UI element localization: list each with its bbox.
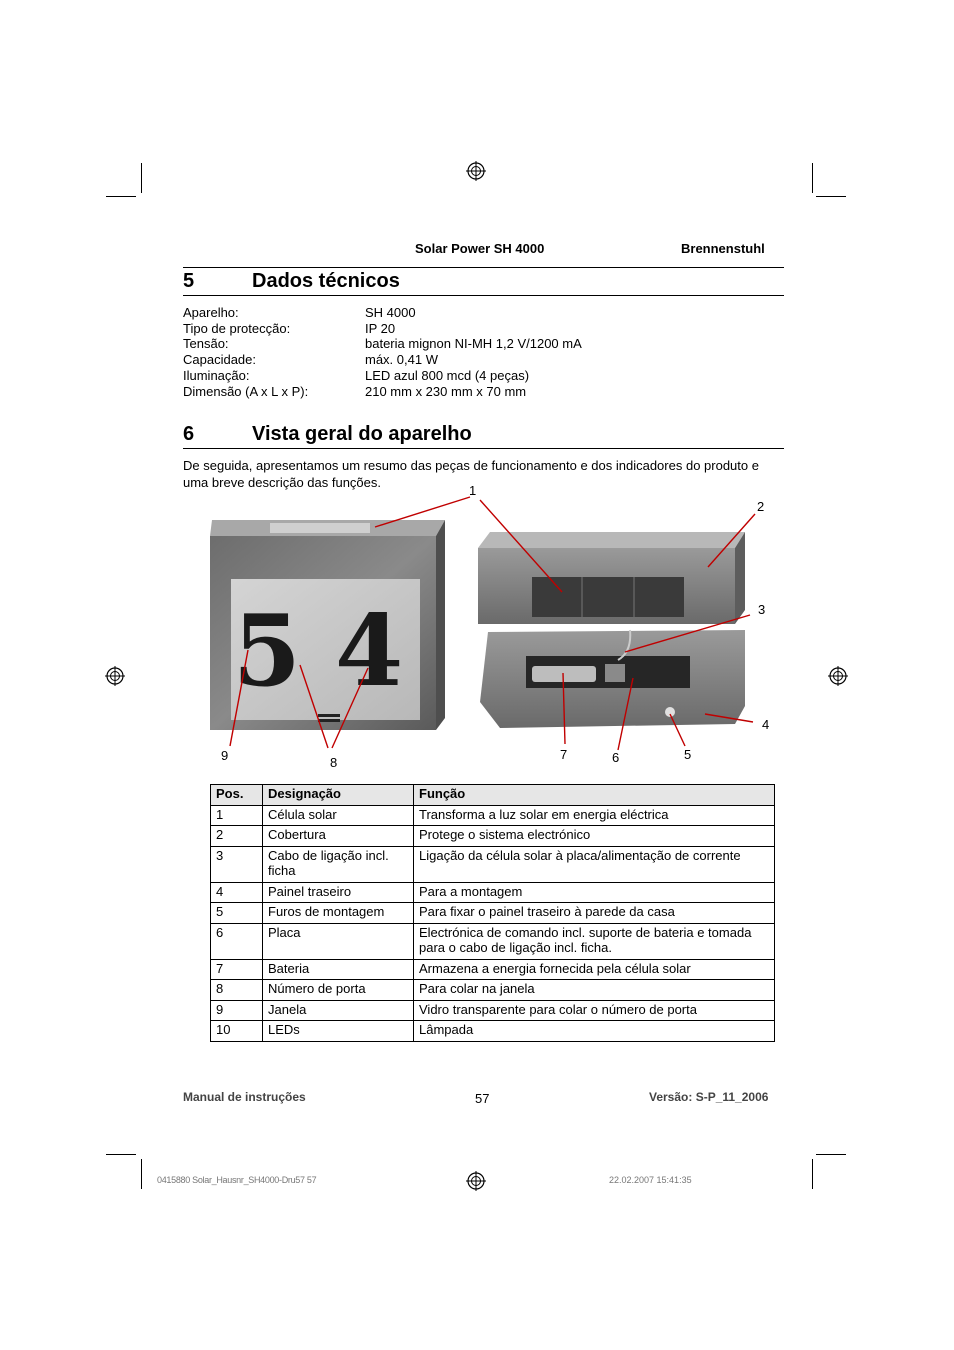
spec-row xyxy=(183,352,582,368)
spec-value: LED azul 800 mcd (4 peças) xyxy=(365,367,530,383)
footer-version: Versão: S-P_11_2006 xyxy=(649,1090,769,1104)
callout-7: 7 xyxy=(560,747,568,762)
callout-4: 4 xyxy=(762,717,770,732)
crop-mark xyxy=(141,1159,142,1189)
spec-list xyxy=(183,305,582,399)
spec-value: máx. 0,41 W xyxy=(365,352,438,368)
cell-designation: Janela xyxy=(263,1000,414,1021)
cover-side xyxy=(735,532,745,624)
table-header-row xyxy=(211,785,775,806)
intro-paragraph: De seguida, apresentamos um resumo das peças de funcionamento e dos indicadores do produto e uma breve descrição das funções. xyxy=(183,458,759,490)
spec-value: IP 20 xyxy=(365,320,396,336)
spec-value: bateria mignon NI-MH 1,2 V/1200 mA xyxy=(365,336,582,352)
device-figure xyxy=(200,480,790,780)
cell-function: Para colar na janela xyxy=(414,980,775,1001)
page-number: 57 xyxy=(475,1091,490,1106)
parts-table xyxy=(210,784,775,1042)
spec-row xyxy=(183,336,582,352)
registration-mark-icon xyxy=(466,1171,486,1191)
section-5-text: Dados técnicos xyxy=(252,270,400,292)
print-slug-file: 0415880 Solar_Hausnr_SH4000-Dru57 57 xyxy=(157,1175,317,1185)
section-rule xyxy=(183,448,784,449)
spec-label: Iluminação: xyxy=(183,367,250,383)
cell-pos: 3 xyxy=(211,846,263,882)
spec-label: Aparelho: xyxy=(183,305,239,320)
table-row xyxy=(211,1000,775,1021)
table-row xyxy=(211,923,775,959)
battery-holder xyxy=(605,664,625,682)
section-6-number: 6 xyxy=(183,423,195,445)
spec-label: Tensão: xyxy=(183,336,229,352)
section-5-number: 5 xyxy=(183,270,195,292)
table-row xyxy=(211,903,775,924)
cell-function: Electrónica de comando incl. suporte de bateria e tomada para o cabo de ligação incl. ficha. xyxy=(414,923,775,959)
cell-function: Transforma a luz solar em energia eléctrica xyxy=(414,805,775,826)
table-row xyxy=(211,1021,775,1042)
registration-mark-icon xyxy=(466,161,486,181)
crop-mark xyxy=(816,196,846,197)
header-brand: Brennenstuhl xyxy=(681,241,765,256)
cell-designation: Furos de montagem xyxy=(263,903,414,924)
cell-pos: 9 xyxy=(211,1000,263,1021)
device-back-view xyxy=(480,630,745,728)
crop-mark xyxy=(106,1154,136,1155)
cell-designation: Painel traseiro xyxy=(263,882,414,903)
spec-value: SH 4000 xyxy=(365,305,416,320)
table-row xyxy=(211,826,775,847)
registration-mark-icon xyxy=(105,666,125,686)
section-6-text: Vista geral do aparelho xyxy=(252,423,472,445)
callout-1: 1 xyxy=(469,483,477,498)
cell-function: Vidro transparente para colar o número de porta xyxy=(414,1000,775,1021)
cell-function: Para a montagem xyxy=(414,882,775,903)
battery xyxy=(532,666,596,682)
spec-row xyxy=(183,321,582,337)
crop-mark xyxy=(812,1159,813,1189)
cell-designation: Bateria xyxy=(263,959,414,980)
spec-row xyxy=(183,368,582,384)
spec-label: Capacidade: xyxy=(183,352,256,368)
cell-designation: LEDs xyxy=(263,1021,414,1042)
cell-pos: 6 xyxy=(211,923,263,959)
cell-pos: 10 xyxy=(211,1021,263,1042)
table-header-designation: Designação xyxy=(263,785,414,806)
cell-function: Para fixar o painel traseiro à parede da casa xyxy=(414,903,775,924)
table-row xyxy=(211,805,775,826)
house-number: 5 4 xyxy=(232,594,404,709)
table-row xyxy=(211,846,775,882)
spec-row xyxy=(183,384,582,400)
section-5-title xyxy=(183,270,400,293)
table-header-function: Função xyxy=(414,785,775,806)
cell-designation: Número de porta xyxy=(263,980,414,1001)
callout-3: 3 xyxy=(758,602,766,617)
callout-2: 2 xyxy=(757,499,765,514)
callout-9: 9 xyxy=(221,748,229,763)
device-photo xyxy=(200,480,790,780)
section-6-title xyxy=(183,423,472,446)
spec-label: Tipo de protecção: xyxy=(183,320,291,336)
table-row xyxy=(211,959,775,980)
crop-mark xyxy=(106,196,136,197)
table-row xyxy=(211,980,775,1001)
cell-function: Armazena a energia fornecida pela célula solar xyxy=(414,959,775,980)
cell-function: Protege o sistema electrónico xyxy=(414,826,775,847)
callout-5: 5 xyxy=(684,747,692,762)
device-cover-view xyxy=(478,532,745,624)
crop-mark xyxy=(816,1154,846,1155)
footer-manual-label: Manual de instruções xyxy=(183,1090,306,1104)
header-rule xyxy=(183,267,784,268)
solar-cell-top xyxy=(270,523,370,533)
led-slot xyxy=(318,719,340,722)
cell-designation: Cobertura xyxy=(263,826,414,847)
cell-designation: Cabo de ligação incl. ficha xyxy=(263,846,414,882)
callout-6: 6 xyxy=(612,750,620,765)
cell-function: Lâmpada xyxy=(414,1021,775,1042)
crop-mark xyxy=(141,163,142,193)
cell-pos: 2 xyxy=(211,826,263,847)
registration-mark-icon xyxy=(828,666,848,686)
device-front-view xyxy=(210,520,445,730)
cell-designation: Célula solar xyxy=(263,805,414,826)
cell-pos: 8 xyxy=(211,980,263,1001)
cover-top xyxy=(478,532,745,548)
table-row xyxy=(211,882,775,903)
print-slug-date: 22.02.2007 15:41:35 xyxy=(609,1175,692,1185)
table-header-pos: Pos. xyxy=(211,785,263,806)
led-slot xyxy=(318,714,340,717)
section-rule xyxy=(183,295,784,296)
callout-8: 8 xyxy=(330,755,338,770)
cell-pos: 1 xyxy=(211,805,263,826)
header-product: Solar Power SH 4000 xyxy=(415,241,545,256)
device-side xyxy=(436,520,445,730)
crop-mark xyxy=(812,163,813,193)
spec-row xyxy=(183,305,582,321)
cell-pos: 7 xyxy=(211,959,263,980)
cell-pos: 5 xyxy=(211,903,263,924)
cell-pos: 4 xyxy=(211,882,263,903)
cell-designation: Placa xyxy=(263,923,414,959)
spec-label: Dimensão (A x L x P): xyxy=(183,383,309,399)
cell-function: Ligação da célula solar à placa/alimentação de corrente xyxy=(414,846,775,882)
spec-value: 210 mm x 230 mm x 70 mm xyxy=(365,383,527,399)
